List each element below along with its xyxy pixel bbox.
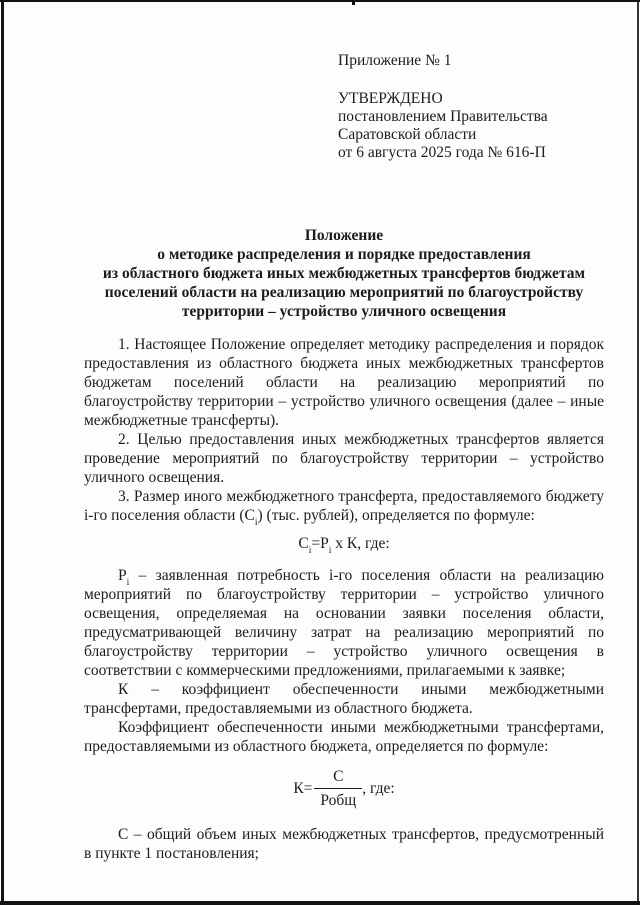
approval-block xyxy=(338,52,604,162)
variable-subscript: i xyxy=(308,545,312,557)
title-line: Положение xyxy=(304,227,384,244)
approver-line: постановлением Правительства xyxy=(338,108,548,125)
variable-subscript: i xyxy=(254,517,258,529)
approver-line: Саратовской области xyxy=(338,126,477,143)
paragraph-3 xyxy=(84,487,604,529)
body-text xyxy=(84,335,604,863)
paragraph-3-text: ) (тыс. рублей), определяется по формуле: xyxy=(257,507,535,524)
paragraph-5: К – коэффициент обеспеченности иными межбюджетными трансфертами, предоставляемыми из областного бюджета. xyxy=(84,681,604,717)
formula-ci-part: х К, где: xyxy=(331,535,390,552)
paragraph-6: Коэффициент обеспеченности иными межбюджетными трансфертами, предоставляемыми из областного бюджета, определяется по формуле: xyxy=(84,719,604,755)
paragraph-1: 1. Настоящее Положение определяет методику распределения и порядок предоставления из областного бюджета иных межбюджетных трансфертов бюджетам поселений области на реализацию мероприятий по благоустройству территории – устройство уличного освещения (далее – иные межбюджетные трансферты). xyxy=(84,336,604,429)
appendix-label: Приложение № 1 xyxy=(338,52,452,69)
fraction xyxy=(314,767,362,810)
formula-k xyxy=(84,767,604,810)
approved-label: УТВЕРЖДЕНО xyxy=(338,90,443,107)
document-title xyxy=(84,226,604,321)
title-line: о методике распределения и порядке предоставления xyxy=(157,246,531,263)
variable-subscript: i xyxy=(126,577,130,589)
formula-k-lhs: К= xyxy=(293,780,313,797)
formula-ci-part: =Р xyxy=(311,535,329,552)
title-line: из областного бюджета иных межбюджетных трансфертов бюджетам xyxy=(102,265,586,282)
paragraph-4-text: – заявленная потребность i-го поселения области на реализацию мероприятий по благоустройству территории – устройство уличного освещения, определяемая на основании заявки поселения области, предусматривающей величину затрат на реализацию мероприятий по благоустройству территории – устройство уличного освещения в соответствии с коммерческими предложениями, прилагаемыми к заявке; xyxy=(84,567,604,679)
paragraph-2: 2. Целью предоставления иных межбюджетных трансфертов является проведение мероприятий по благоустройству территории – устройство уличного освещения. xyxy=(84,431,604,486)
scan-edge-bottom xyxy=(0,901,640,905)
paragraph-7: С – общий объем иных межбюджетных трансфертов, предусмотренный в пункте 1 постановления; xyxy=(84,826,604,862)
fraction-denominator: Робщ xyxy=(314,788,362,810)
paragraph-4-text: Р xyxy=(118,567,127,584)
formula-ci-part: С xyxy=(298,535,309,552)
variable-subscript: i xyxy=(328,545,332,557)
formula-ci xyxy=(84,534,604,557)
formula-k-tail: , где: xyxy=(362,780,395,797)
paragraph-4 xyxy=(84,566,604,680)
title-line: поселений области на реализацию мероприятий по благоустройству xyxy=(104,284,584,301)
paragraph-3-text: 3. Размер иного межбюджетного трансферта, предоставляемого бюджету i-го поселения области (С xyxy=(84,488,604,524)
fraction-numerator: С xyxy=(333,768,344,785)
title-line: территории – устройство уличного освещения xyxy=(181,303,507,320)
approver-line: от 6 августа 2025 года № 616-П xyxy=(338,144,546,161)
